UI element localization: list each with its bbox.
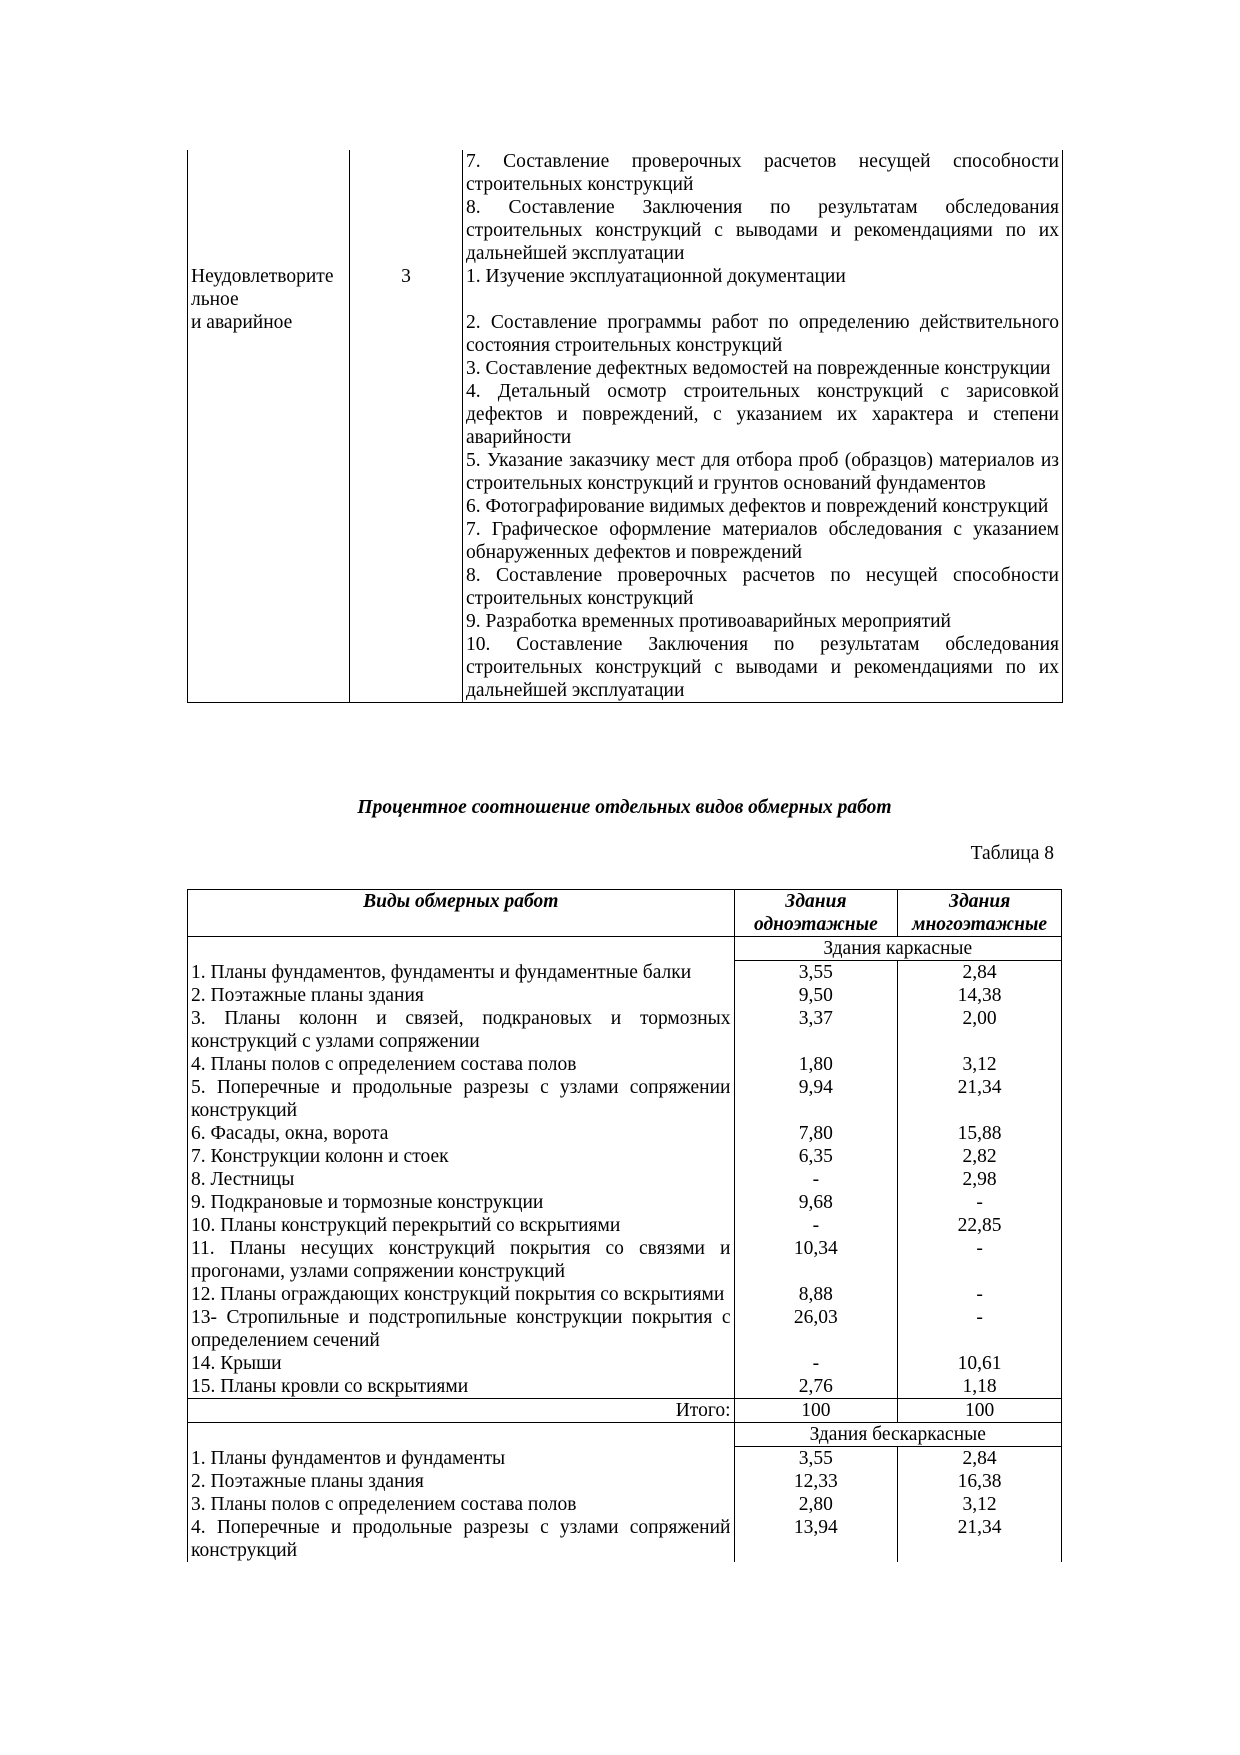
- table-row: [188, 1145, 1062, 1168]
- section-row: [188, 1423, 1062, 1447]
- header-line: многоэтажные: [912, 914, 1048, 935]
- category-cell: [188, 633, 350, 703]
- total-row: [188, 1399, 1062, 1423]
- work-name-cell: 6. Фасады, окна, ворота: [188, 1122, 735, 1145]
- table-row: [188, 1076, 1062, 1122]
- section-blank-cell: [188, 937, 735, 961]
- list-item: 6. Фотографирование видимых дефектов и повреждений конструкций: [466, 496, 1049, 517]
- one-storey-value: 9,68: [734, 1191, 898, 1214]
- section-framed-rows: [188, 961, 1062, 1399]
- works-cell: [463, 633, 1063, 703]
- work-name-cell: 14. Крыши: [188, 1352, 735, 1375]
- grade-cell: [350, 150, 463, 265]
- section-blank-cell: [188, 1423, 735, 1447]
- total-label: Итого:: [188, 1399, 735, 1423]
- one-storey-value: 9,94: [734, 1076, 898, 1122]
- works-cell: [463, 150, 1063, 265]
- measurement-works-table: [187, 889, 1062, 1562]
- table-row: [188, 961, 1062, 985]
- work-name-cell: 13- Стропильные и подстропильные конструкции покрытия с определением сечений: [188, 1306, 735, 1352]
- work-name-cell: 8. Лестницы: [188, 1168, 735, 1191]
- multi-storey-value: 2,00: [898, 1007, 1062, 1053]
- multi-storey-value: 15,88: [898, 1122, 1062, 1145]
- list-item: 3. Составление дефектных ведомостей на поврежденные конструкции: [466, 358, 1051, 379]
- work-name-cell: 3. Планы колонн и связей, подкрановых и тормозных конструкций с узлами сопряжении: [188, 1007, 735, 1053]
- multi-storey-value: 10,61: [898, 1352, 1062, 1375]
- section-frameless-rows: [188, 1447, 1062, 1563]
- multi-storey-value: 16,38: [898, 1470, 1062, 1493]
- one-storey-value: 13,94: [734, 1516, 898, 1562]
- work-name-cell: 2. Поэтажные планы здания: [188, 984, 735, 1007]
- multi-storey-value: 1,18: [898, 1375, 1062, 1399]
- work-name-cell: 4. Планы полов с определением состава полов: [188, 1053, 735, 1076]
- list-item: 1. Изучение эксплуатационной документации: [466, 266, 846, 287]
- one-storey-value: 3,37: [734, 1007, 898, 1053]
- table-row: [188, 1283, 1062, 1306]
- table-row: [188, 1237, 1062, 1283]
- table-row: [188, 150, 1063, 265]
- one-storey-value: 9,50: [734, 984, 898, 1007]
- one-storey-value: 8,88: [734, 1283, 898, 1306]
- works-cell: [463, 265, 1063, 633]
- one-storey-value: -: [734, 1352, 898, 1375]
- table-number: Таблица 8: [970, 843, 1054, 864]
- table-row: [188, 1516, 1062, 1562]
- total-multi-storey: 100: [898, 1399, 1062, 1423]
- category-cell: [188, 265, 350, 633]
- one-storey-value: 12,33: [734, 1470, 898, 1493]
- one-storey-value: 10,34: [734, 1237, 898, 1283]
- one-storey-value: -: [734, 1214, 898, 1237]
- one-storey-value: 1,80: [734, 1053, 898, 1076]
- table-row: [188, 1053, 1062, 1076]
- table-caption: Процентное соотношение отдельных видов обмерных работ: [357, 797, 892, 818]
- list-item: 7. Графическое оформление материалов обследования с указанием обнаруженных дефектов и повреждений: [466, 519, 1059, 563]
- one-storey-value: 26,03: [734, 1306, 898, 1352]
- one-storey-value: 3,55: [734, 961, 898, 985]
- one-storey-value: 2,76: [734, 1375, 898, 1399]
- list-item: 9. Разработка временных противоаварийных мероприятий: [466, 611, 951, 632]
- table-row: [188, 1191, 1062, 1214]
- header-line: Здания: [785, 891, 847, 912]
- multi-storey-value: 2,84: [898, 1447, 1062, 1471]
- multi-storey-value: 22,85: [898, 1214, 1062, 1237]
- list-item: 8. Составление Заключения по результатам обследования строительных конструкций с выводами и рекомендациями по их дальнейшей эксплуатации: [466, 197, 1059, 264]
- table-row: [188, 1447, 1062, 1471]
- work-name-cell: 1. Планы фундаментов, фундаменты и фундаментные балки: [188, 961, 735, 985]
- blank-line: [466, 288, 1059, 311]
- table-row: [188, 1122, 1062, 1145]
- header-row: [188, 890, 1062, 937]
- work-name-cell: 15. Планы кровли со вскрытиями: [188, 1375, 735, 1399]
- multi-storey-value: 2,98: [898, 1168, 1062, 1191]
- category-line: Неудовлетворите: [191, 266, 334, 287]
- list-item: 4. Детальный осмотр строительных конструкций с зарисовкой дефектов и повреждений, с указанием их характера и степени аварийности: [466, 381, 1059, 448]
- table-row: [188, 1470, 1062, 1493]
- multi-storey-value: 21,34: [898, 1076, 1062, 1122]
- multi-storey-value: -: [898, 1191, 1062, 1214]
- multi-storey-value: 21,34: [898, 1516, 1062, 1562]
- table-row: [188, 1168, 1062, 1191]
- multi-storey-value: 2,82: [898, 1145, 1062, 1168]
- one-storey-value: -: [734, 1168, 898, 1191]
- header-line: одноэтажные: [753, 914, 878, 935]
- list-item: 10. Составление Заключения по результатам обследования строительных конструкций с выводами и рекомендациями по их дальнейшей эксплуатации: [466, 634, 1059, 701]
- multi-storey-value: 3,12: [898, 1053, 1062, 1076]
- one-storey-value: 2,80: [734, 1493, 898, 1516]
- section-title-framed: Здания каркасные: [734, 937, 1062, 961]
- table-row: [188, 1214, 1062, 1237]
- one-storey-value: 6,35: [734, 1145, 898, 1168]
- table-row: [188, 265, 1063, 633]
- category-line: льное: [191, 289, 239, 310]
- grade-cell: 3: [350, 265, 463, 633]
- header-line: Здания: [948, 891, 1011, 912]
- multi-storey-value: -: [898, 1306, 1062, 1352]
- category-line: и аварийное: [191, 312, 293, 333]
- multi-storey-value: 3,12: [898, 1493, 1062, 1516]
- work-name-cell: 7. Конструкции колонн и стоек: [188, 1145, 735, 1168]
- list-item: 8. Составление проверочных расчетов по несущей способности строительных конструкций: [466, 565, 1059, 609]
- work-name-cell: 1. Планы фундаментов и фундаменты: [188, 1447, 735, 1471]
- work-name-cell: 10. Планы конструкций перекрытий со вскрытиями: [188, 1214, 735, 1237]
- list-item: 5. Указание заказчику мест для отбора проб (образцов) материалов из строительных конструкций и грунтов оснований фундаментов: [466, 450, 1059, 494]
- table-row: [188, 1375, 1062, 1399]
- column-header-works: Виды обмерных работ: [188, 890, 735, 937]
- work-name-cell: 2. Поэтажные планы здания: [188, 1470, 735, 1493]
- inspection-stages-table: [187, 150, 1063, 703]
- section-row: [188, 937, 1062, 961]
- one-storey-value: 3,55: [734, 1447, 898, 1471]
- column-header-multi-storey: [898, 890, 1062, 937]
- multi-storey-value: -: [898, 1237, 1062, 1283]
- table-row: [188, 1306, 1062, 1352]
- work-name-cell: 12. Планы ограждающих конструкций покрытия со вскрытиями: [188, 1283, 735, 1306]
- table-row: [188, 1007, 1062, 1053]
- table-row: [188, 984, 1062, 1007]
- multi-storey-value: 14,38: [898, 984, 1062, 1007]
- grade-cell: [350, 633, 463, 703]
- list-item: 2. Составление программы работ по определению действительного состояния строительных конструкций: [466, 312, 1059, 356]
- list-item: 7. Составление проверочных расчетов несущей способности строительных конструкций: [466, 151, 1059, 195]
- work-name-cell: 4. Поперечные и продольные разрезы с узлами сопряжений конструкций: [188, 1516, 735, 1562]
- work-name-cell: 9. Подкрановые и тормозные конструкции: [188, 1191, 735, 1214]
- total-one-storey: 100: [734, 1399, 898, 1423]
- work-name-cell: 11. Планы несущих конструкций покрытия со связями и прогонами, узлами сопряжении конструкций: [188, 1237, 735, 1283]
- work-name-cell: 3. Планы полов с определением состава полов: [188, 1493, 735, 1516]
- table-row: [188, 1493, 1062, 1516]
- work-name-cell: 5. Поперечные и продольные разрезы с узлами сопряжении конструкций: [188, 1076, 735, 1122]
- one-storey-value: 7,80: [734, 1122, 898, 1145]
- column-header-one-storey: [734, 890, 898, 937]
- table-row: [188, 633, 1063, 703]
- table-row: [188, 1352, 1062, 1375]
- section-title-frameless: Здания бескаркасные: [734, 1423, 1062, 1447]
- multi-storey-value: 2,84: [898, 961, 1062, 985]
- multi-storey-value: -: [898, 1283, 1062, 1306]
- category-cell: [188, 150, 350, 265]
